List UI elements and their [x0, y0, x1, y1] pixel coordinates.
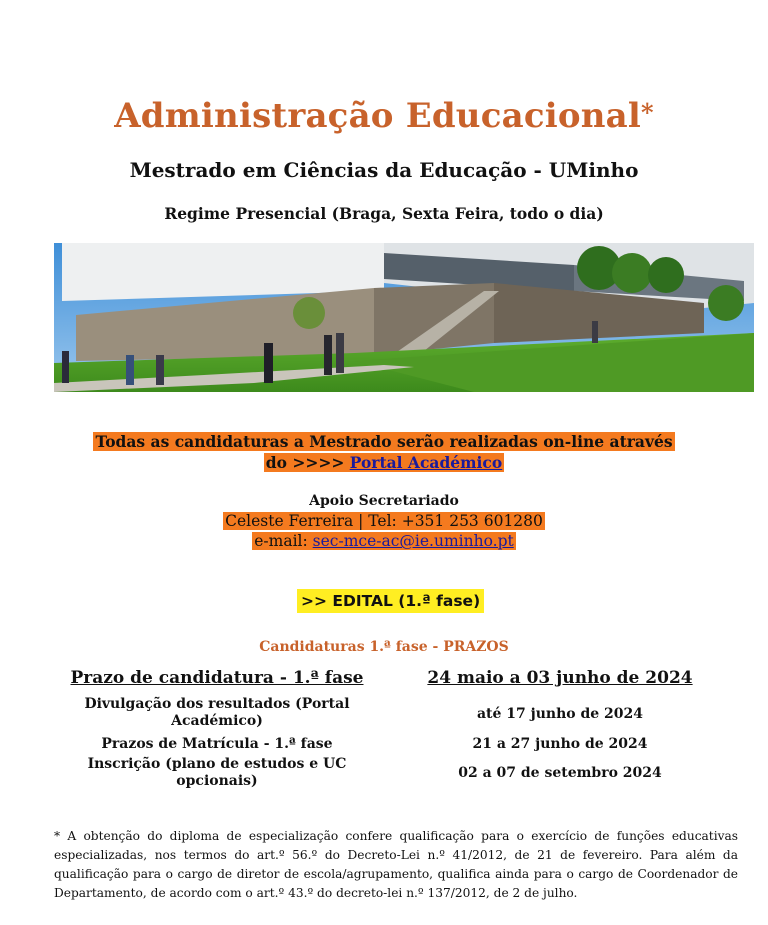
deadline-row-label: Inscrição (plano de estudos e UC opcionais) — [87, 756, 347, 789]
secretariat-support — [0, 491, 768, 551]
page-title — [0, 96, 768, 136]
deadline-row-label: Divulgação dos resultados (Portal Académico) — [84, 696, 350, 729]
deadline-row-label: Prazos de Matrícula - 1.ª fase — [101, 736, 333, 752]
footnote: * A obtenção do diploma de especialização confere qualificação para o exercício de funções educativas especializadas, nos termos do art.º 56.º do Decreto-Lei n.º 41/2012, de 21 de fevereiro. Para além da qualificação para o cargo de diretor de escola/agrupamento, qualifica ainda para o cargo de Coordenador de Departamento, de acordo com o art.º 43.º do decreto-lei n.º 137/2012, de 2 de julho. — [54, 829, 738, 900]
title-text: Administração Educacional — [114, 96, 642, 136]
support-email-link[interactable]: sec-mce-ac@ie.uminho.pt — [312, 532, 514, 550]
title-asterisk: * — [641, 98, 654, 127]
support-heading: Apoio Secretariado — [309, 493, 459, 509]
support-email-line — [252, 532, 515, 550]
regime-info: Regime Presencial (Braga, Sexta Feira, todo o dia) — [164, 204, 604, 223]
deadline-right-header: 24 maio a 03 junho de 2024 — [427, 668, 693, 688]
program-subtitle: Mestrado em Ciências da Educação - UMinho — [129, 158, 639, 182]
support-contact: Celeste Ferreira | Tel: +351 253 601280 — [225, 512, 543, 530]
notice-line-1: Todas as candidaturas a Mestrado serão realizadas on-line através — [95, 432, 673, 451]
deadlines-heading: Candidaturas 1.ª fase - PRAZOS — [259, 639, 509, 655]
deadline-row-value: 21 a 27 junho de 2024 — [472, 736, 648, 752]
deadline-row-value: 02 a 07 de setembro 2024 — [458, 765, 662, 781]
online-application-notice — [0, 431, 768, 473]
campus-building-photo — [54, 243, 754, 392]
portal-academico-link[interactable]: Portal Académico — [349, 453, 503, 472]
deadline-row-value: até 17 junho de 2024 — [476, 706, 644, 722]
notice-line-2 — [264, 453, 504, 472]
email-prefix: e-mail: — [254, 532, 313, 550]
notice-line-2-prefix: do >>>> — [265, 453, 350, 472]
deadline-left-header: Prazo de candidatura - 1.ª fase — [70, 668, 364, 688]
edital-link[interactable]: >> EDITAL (1.ª fase) — [297, 589, 484, 613]
